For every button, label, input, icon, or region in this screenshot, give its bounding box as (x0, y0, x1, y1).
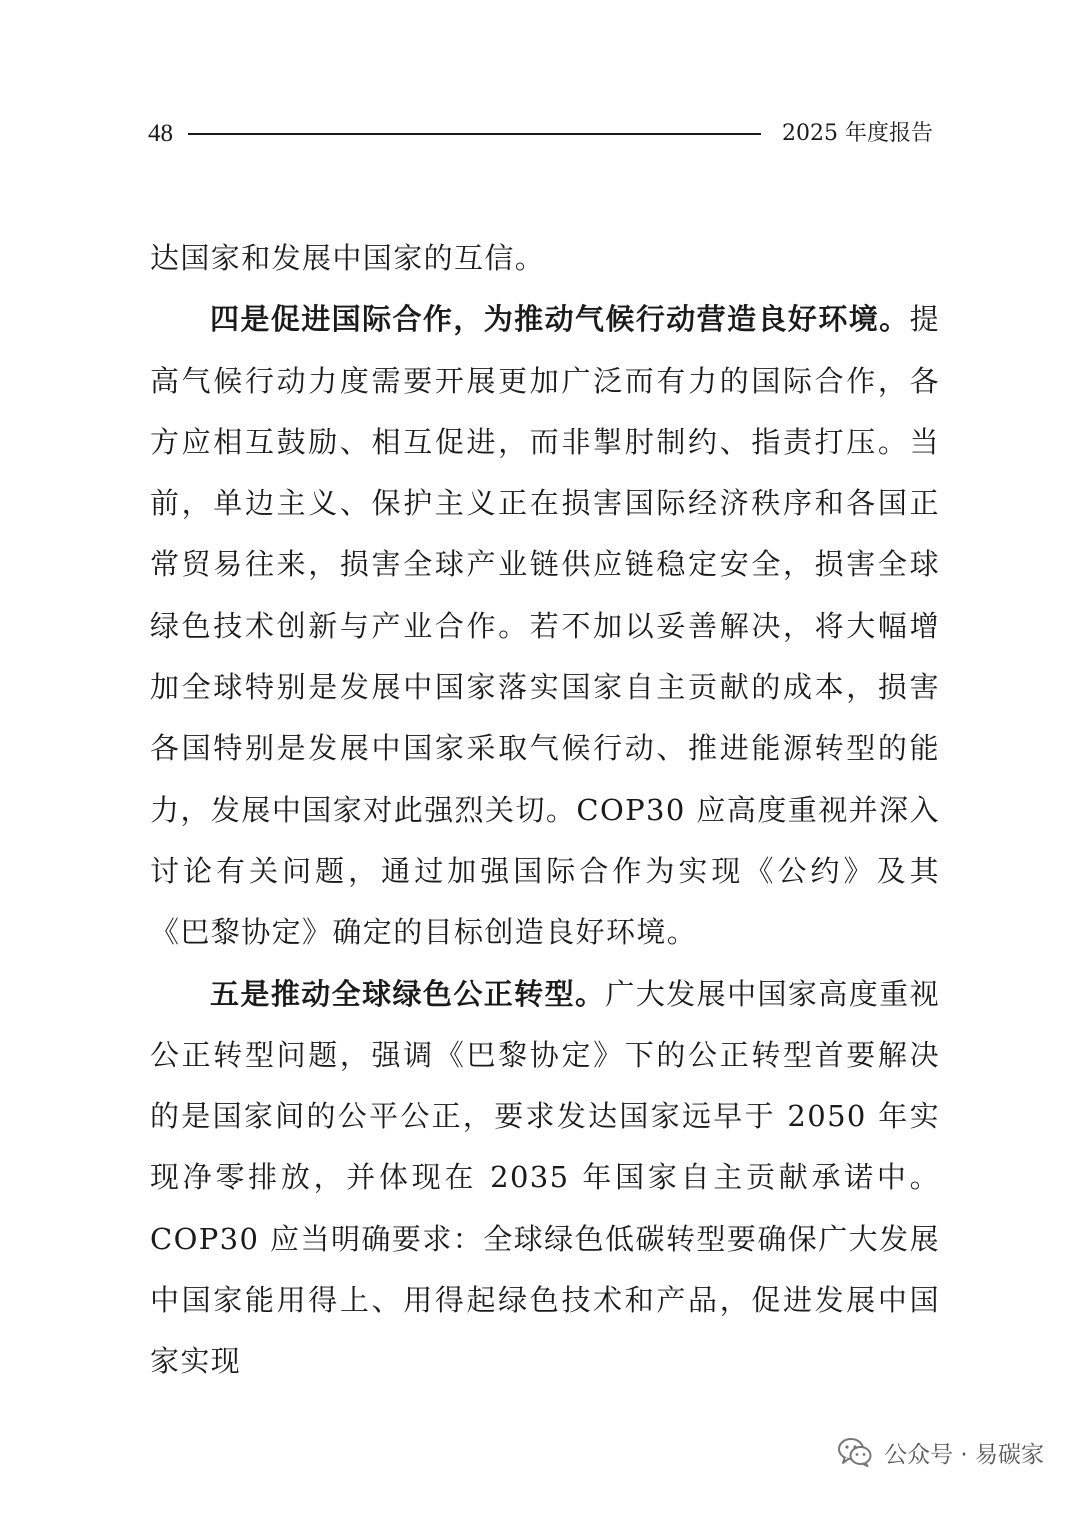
watermark (838, 1432, 1044, 1472)
paragraph-2-text: 提高气候行动力度需要开展更加广泛而有力的国际合作，各方应相互鼓励、相互促进，而非掣肘制约、指责打压。当前，单边主义、保护主义正在损害国际经济秩序和各国正常贸易往来，损害全球产业链供应链稳定安全，损害全球绿色技术创新与产业合作。若不加以妥善解决，将大幅增加全球特别是发展中国家落实国家自主贡献的成本，损害各国特别是发展中国家采取气候行动、推进能源转型的能力，发展中国家对此强烈关切。COP30 应高度重视并深入讨论有关问题，通过加强国际合作为实现《公约》及其《巴黎协定》确定的目标创造良好环境。 (150, 302, 940, 950)
watermark-text: 公众号 · 易碳家 (884, 1441, 1044, 1468)
page-number: 48 (148, 120, 173, 147)
page-header (148, 116, 933, 152)
paragraph-3-text: 广大发展中国家高度重视公正转型问题，强调《巴黎协定》下的公正转型首要解决的是国家间的公平公正，要求发达国家远早于 2050 年实现净零排放，并体现在 2035 年国家自主贡献承诺中。COP30 应当明确要求：全球绿色低碳转型要确保广大发展中国家能用得上、用得起绿色技术和产品，促进发展中国家实现 (150, 976, 940, 1379)
header-rule (188, 133, 761, 135)
paragraph-3-lead: 五是推动全球绿色公正转型。 (210, 976, 606, 1011)
paragraph-3 (150, 964, 940, 1393)
header-title: 2025 年度报告 (782, 121, 933, 146)
paragraph-2 (150, 289, 940, 963)
wechat-icon (838, 1437, 872, 1467)
paragraph-2-lead: 四是促进国际合作，为推动气候行动营造良好环境。 (210, 302, 910, 337)
paragraph-1: 达国家和发展中国家的互信。 (150, 241, 546, 275)
body-text (150, 228, 940, 1393)
